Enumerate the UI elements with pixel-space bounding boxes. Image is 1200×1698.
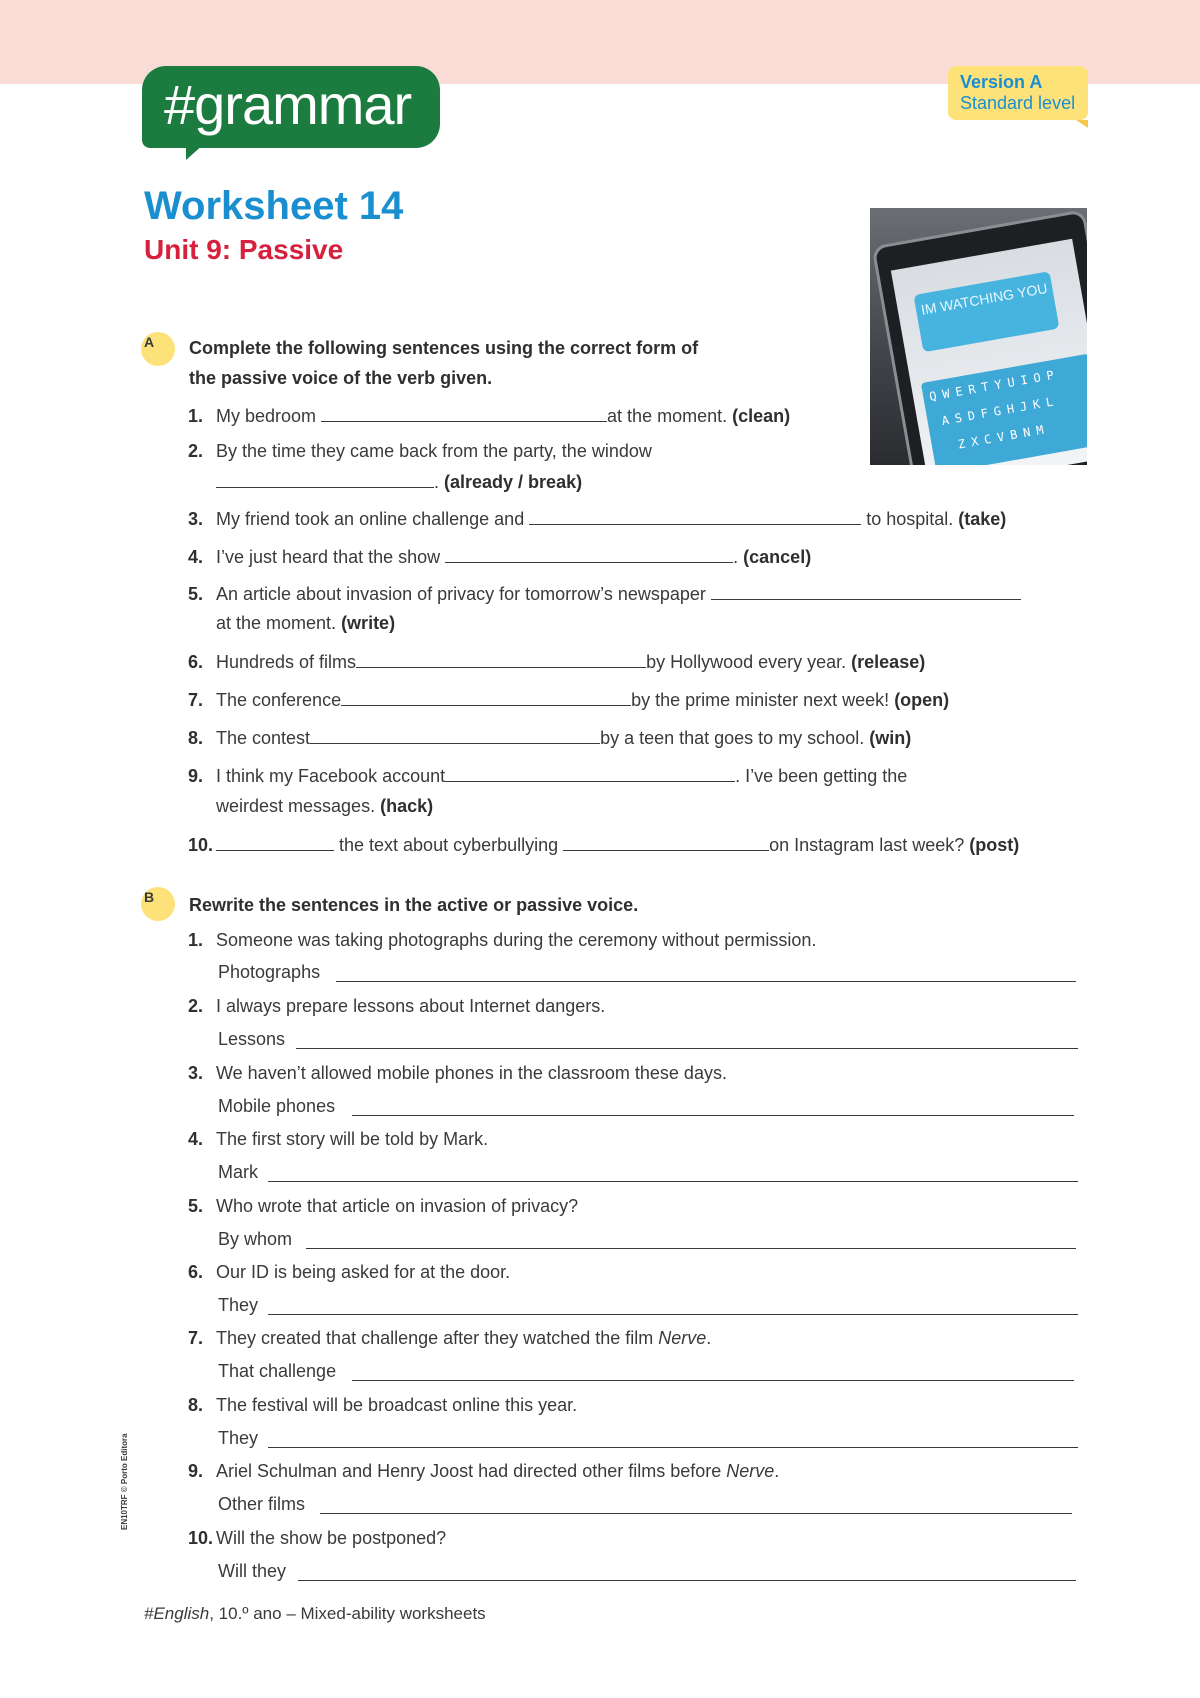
answer-blank[interactable] xyxy=(341,689,631,706)
film-title: Nerve xyxy=(726,1461,775,1481)
grammar-logo xyxy=(142,66,440,158)
exercise-b-sentence xyxy=(188,930,816,951)
instruction-line: Complete the following sentences using the correct form of xyxy=(189,338,699,358)
answer-line[interactable] xyxy=(268,1313,1078,1315)
item-number: 4. xyxy=(188,547,204,567)
answer-start: Will they xyxy=(218,1561,287,1581)
item-text: Ariel Schulman and Henry Joost had directed other films before xyxy=(216,1461,727,1481)
item-number: 7. xyxy=(188,690,204,710)
item-number: 4. xyxy=(188,1129,204,1149)
item-text: I think my Facebook account xyxy=(216,766,446,786)
item-number: 5. xyxy=(188,584,204,604)
exercise-b-sentence xyxy=(188,996,605,1017)
answer-line[interactable] xyxy=(306,1247,1076,1249)
footer-title: #English xyxy=(144,1604,210,1623)
item-number: 8. xyxy=(188,728,204,748)
item-number: 3. xyxy=(188,509,204,529)
item-number: 10. xyxy=(188,835,214,855)
answer-start: Mark xyxy=(218,1162,258,1182)
item-text: Will the show be postponed? xyxy=(216,1528,447,1548)
item-text: The festival will be broadcast online this year. xyxy=(216,1395,578,1415)
item-number: 3. xyxy=(188,1063,204,1083)
item-text: on Instagram last week? xyxy=(769,835,970,855)
item-text: at the moment. xyxy=(216,613,342,633)
answer-start: Photographs xyxy=(218,962,321,982)
item-text: We haven’t allowed mobile phones in the classroom these days. xyxy=(216,1063,727,1083)
exercise-a-item-continued xyxy=(216,796,433,817)
item-text: The contest xyxy=(216,728,311,748)
item-number: 7. xyxy=(188,1328,204,1348)
verb-hint: (clean) xyxy=(732,406,791,426)
worksheet-title: Worksheet 14 xyxy=(144,184,404,228)
film-title: Nerve xyxy=(658,1328,707,1348)
verb-hint: (post) xyxy=(969,835,1020,855)
verb-hint: (take) xyxy=(958,509,1007,529)
item-text: . xyxy=(706,1328,712,1348)
item-number: 2. xyxy=(188,441,204,461)
verb-hint: (open) xyxy=(894,690,950,710)
item-text: . xyxy=(434,472,445,492)
exercise-a-item xyxy=(188,651,925,673)
answer-start: That challenge xyxy=(218,1361,337,1381)
item-text: The first story will be told by Mark. xyxy=(216,1129,489,1149)
item-text: They created that challenge after they watched the film xyxy=(216,1328,659,1348)
item-text: by a teen that goes to my school. xyxy=(600,728,870,748)
answer-start: They xyxy=(218,1295,259,1315)
exercise-a-item xyxy=(188,405,790,427)
item-text: By the time they came back from the party, the window xyxy=(216,441,652,461)
phone-keyboard xyxy=(921,354,1087,465)
verb-hint: (hack) xyxy=(380,796,434,816)
exercise-b-sentence xyxy=(188,1129,488,1150)
exercise-a-item xyxy=(188,727,911,749)
instruction-line: the passive voice of the verb given. xyxy=(189,368,493,388)
verb-hint: (release) xyxy=(851,652,926,672)
item-text: by the prime minister next week! xyxy=(631,690,895,710)
answer-blank[interactable] xyxy=(563,834,769,851)
exercise-b-sentence xyxy=(188,1063,727,1084)
level-label: Standard level xyxy=(960,93,1076,113)
answer-blank[interactable] xyxy=(216,834,334,851)
answer-start: Lessons xyxy=(218,1029,286,1049)
badge-letter: A xyxy=(144,334,155,350)
item-text: My bedroom xyxy=(216,406,322,426)
answer-line[interactable] xyxy=(298,1579,1076,1581)
logo-bubble-tail xyxy=(186,144,204,160)
item-text: . xyxy=(733,547,744,567)
verb-hint: (write) xyxy=(341,613,396,633)
answer-line[interactable] xyxy=(352,1114,1074,1116)
answer-start: Other films xyxy=(218,1494,306,1514)
answer-line[interactable] xyxy=(268,1180,1078,1182)
item-text: by Hollywood every year. xyxy=(646,652,852,672)
answer-blank[interactable] xyxy=(445,546,733,563)
answer-line[interactable] xyxy=(268,1446,1078,1448)
logo-text: #grammar xyxy=(164,73,412,136)
item-text: I’ve just heard that the show xyxy=(216,547,446,567)
publisher-code: EN10TRF © Porto Editora xyxy=(120,1433,129,1530)
footer xyxy=(144,1604,486,1624)
verb-hint: (cancel) xyxy=(743,547,812,567)
exercise-a-item-continued xyxy=(216,471,582,493)
item-text: Who wrote that article on invasion of privacy? xyxy=(216,1196,579,1216)
answer-start: By whom xyxy=(218,1229,293,1249)
item-number: 8. xyxy=(188,1395,204,1415)
exercise-a-item xyxy=(188,834,1019,856)
section-a-instruction xyxy=(189,333,698,393)
item-text: . xyxy=(774,1461,780,1481)
exercise-a-item xyxy=(188,689,949,711)
keyboard-row: QWERTYUIOP xyxy=(928,367,1061,404)
item-number: 9. xyxy=(188,766,204,786)
exercise-a-item xyxy=(188,583,1021,605)
verb-hint: (win) xyxy=(869,728,912,748)
item-number: 5. xyxy=(188,1196,204,1216)
answer-blank[interactable] xyxy=(356,651,646,668)
answer-start: Mobile phones xyxy=(218,1096,336,1116)
item-text: The conference xyxy=(216,690,342,710)
section-b-badge xyxy=(141,887,175,921)
exercise-a-item-continued xyxy=(216,613,395,634)
item-number: 1. xyxy=(188,930,204,950)
exercise-a-item xyxy=(188,765,907,787)
answer-blank[interactable] xyxy=(445,765,735,782)
item-text: Our ID is being asked for at the door. xyxy=(216,1262,511,1282)
item-number: 2. xyxy=(188,996,204,1016)
exercise-b-sentence xyxy=(188,1262,510,1283)
item-text: My friend took an online challenge and xyxy=(216,509,530,529)
item-number: 10. xyxy=(188,1528,214,1548)
item-text: Hundreds of films xyxy=(216,652,357,672)
answer-blank[interactable] xyxy=(711,583,1021,600)
exercise-b-sentence xyxy=(188,1528,446,1549)
item-text: at the moment. xyxy=(607,406,733,426)
item-number: 1. xyxy=(188,406,204,426)
footer-text: , 10.º ano – Mixed-ability worksheets xyxy=(209,1604,486,1623)
item-text: the text about cyberbullying xyxy=(334,835,564,855)
item-text: to hospital. xyxy=(861,509,959,529)
exercise-b-sentence xyxy=(188,1196,578,1217)
exercise-b-sentence xyxy=(188,1395,577,1416)
item-text: weirdest messages. xyxy=(216,796,381,816)
section-a-badge xyxy=(141,332,175,366)
item-text: Someone was taking photographs during the ceremony without permission. xyxy=(216,930,817,950)
answer-blank[interactable] xyxy=(310,727,600,744)
version-label: Version A xyxy=(960,72,1043,92)
message-bubble: IM WATCHING YOU xyxy=(913,271,1059,352)
item-text: . I’ve been getting the xyxy=(735,766,908,786)
exercise-a-item xyxy=(188,441,652,462)
item-text: An article about invasion of privacy for tomorrow’s newspaper xyxy=(216,584,711,604)
phone-screen xyxy=(891,239,1087,465)
section-b-instruction: Rewrite the sentences in the active or passive voice. xyxy=(189,895,639,915)
keyboard-row: ASDFGHJKL xyxy=(940,393,1061,429)
answer-start: They xyxy=(218,1428,259,1448)
item-number: 6. xyxy=(188,652,204,672)
version-tag xyxy=(948,66,1088,120)
answer-blank[interactable] xyxy=(321,405,607,422)
exercise-a-item xyxy=(188,546,811,568)
keyboard-row: ZXCVBNM xyxy=(956,421,1051,452)
exercise-b-sentence xyxy=(188,1328,711,1349)
exercise-a-item xyxy=(188,508,1006,530)
answer-blank[interactable] xyxy=(216,471,434,488)
phone-image xyxy=(870,208,1087,465)
answer-line[interactable] xyxy=(296,1047,1078,1049)
item-text: I always prepare lessons about Internet dangers. xyxy=(216,996,606,1016)
answer-line[interactable] xyxy=(352,1379,1074,1381)
exercise-b-sentence xyxy=(188,1461,779,1482)
unit-title: Unit 9: Passive xyxy=(144,234,344,265)
badge-letter: B xyxy=(144,889,155,905)
verb-hint: (already / break) xyxy=(444,472,583,492)
phone-body xyxy=(871,209,1087,465)
answer-line[interactable] xyxy=(336,980,1076,982)
answer-line[interactable] xyxy=(320,1512,1072,1514)
item-number: 6. xyxy=(188,1262,204,1282)
answer-blank[interactable] xyxy=(529,508,861,525)
item-number: 9. xyxy=(188,1461,204,1481)
